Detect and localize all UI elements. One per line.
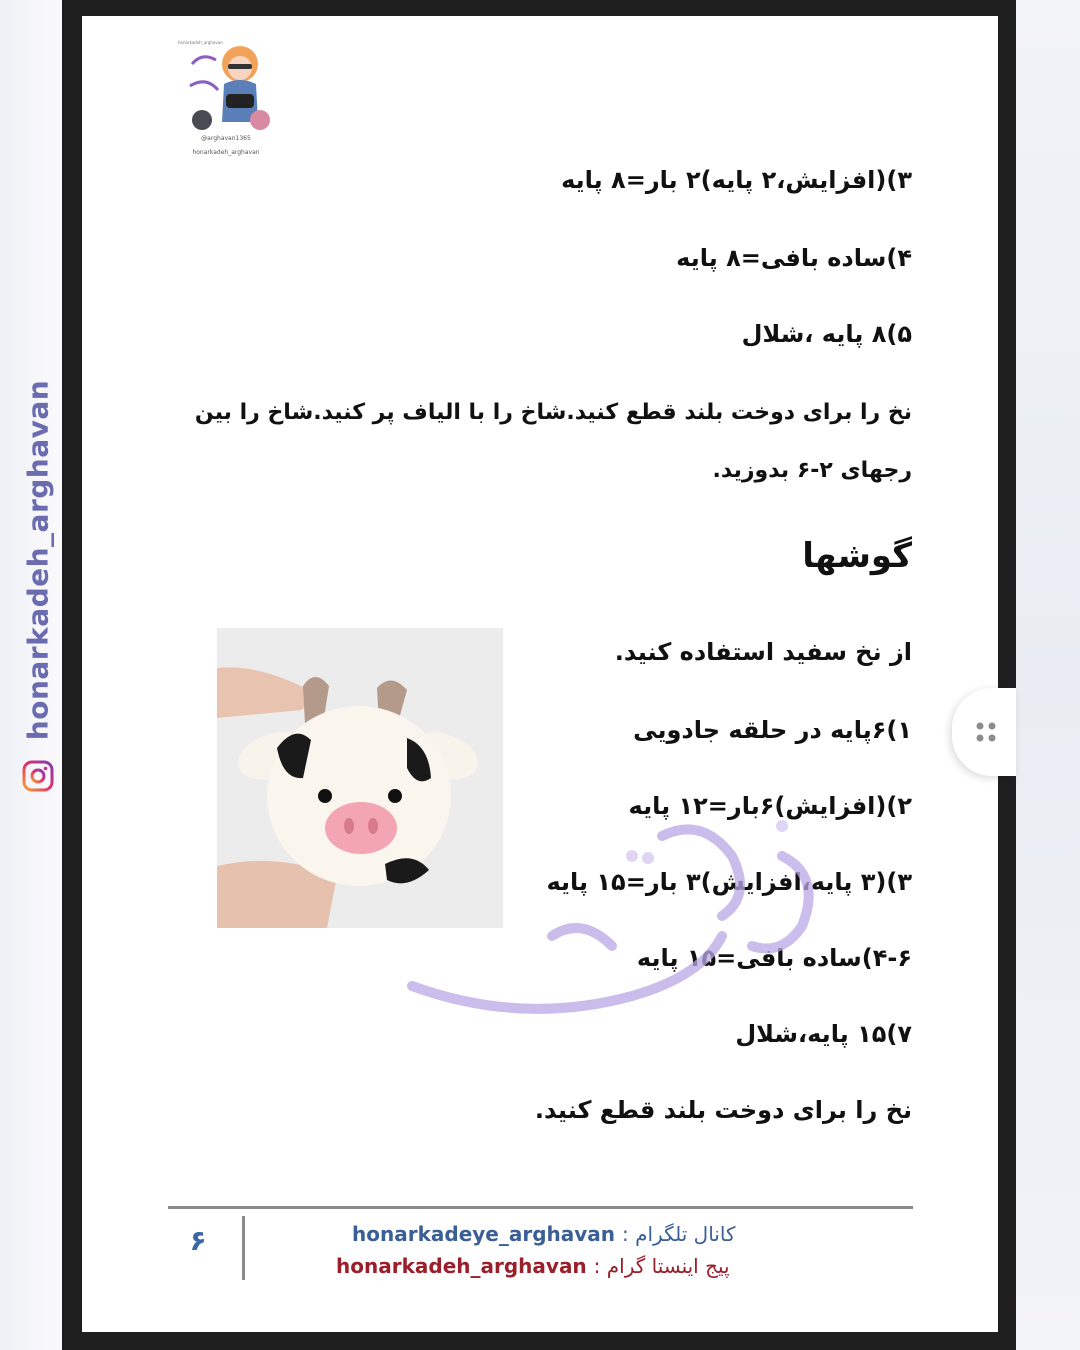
instruction-line: ۱)۶پایه در حلقه جادویی <box>633 716 912 744</box>
telegram-handle[interactable]: honarkadeye_arghavan <box>352 1222 616 1246</box>
document-page <box>82 16 998 1332</box>
footer-divider <box>168 1206 913 1209</box>
section-title: گوشها <box>802 536 912 576</box>
grip-dots-icon <box>974 720 998 744</box>
instagram-label: پیج اینستا گرام : <box>593 1254 730 1278</box>
telegram-line <box>352 1222 735 1246</box>
instruction-line: ۴)ساده بافی=۸ پایه <box>676 244 912 272</box>
instruction-line: ۳)(افزایش،۲ پایه)۲ بار=۸ پایه <box>561 166 912 194</box>
brand-logo <box>172 34 280 160</box>
background-blur <box>1016 0 1080 1350</box>
instagram-handle-text: honarkadeh_arghavan <box>21 379 55 741</box>
logo-handle-mid: @arghavan1365 <box>201 135 251 142</box>
instruction-line: رجهای ۲-۶ بدوزید. <box>712 458 912 483</box>
instruction-line: ۳)(۳ پایه،افزایش)۳ بار=۱۵ پایه <box>546 868 912 896</box>
instagram-icon <box>22 760 54 792</box>
instagram-line <box>336 1254 730 1278</box>
logo-handle-bottom: honarkadeh_arghavan <box>192 149 260 156</box>
instruction-line: ۲)(افزایش)۶بار=۱۲ پایه <box>628 792 912 820</box>
logo-handle-top: honarkadeh_arghavan <box>178 40 223 45</box>
drag-handle-button[interactable] <box>952 688 1016 776</box>
instruction-line: نخ را برای دوخت بلند قطع کنید.شاخ را با الیاف پر کنید.شاخ را بین <box>194 400 912 425</box>
instruction-line: ۴-۶)ساده بافی=۱۵ پایه <box>636 944 912 972</box>
instruction-line: از نخ سفید استفاده کنید. <box>614 638 912 666</box>
telegram-label: کانال تلگرام : <box>622 1222 736 1246</box>
footer-vertical-divider <box>242 1216 245 1280</box>
instagram-handle[interactable]: honarkadeh_arghavan <box>336 1254 587 1278</box>
vertical-instagram-handle <box>0 270 78 860</box>
instruction-line: نخ را برای دوخت بلند قطع کنید. <box>534 1096 912 1124</box>
page-number: ۶ <box>189 1224 207 1257</box>
instruction-line: ۷)۱۵ پایه،شلال <box>735 1020 912 1048</box>
instruction-line: ۵)۸ پایه ،شلال <box>741 320 912 348</box>
cow-amigurumi-photo <box>217 628 503 928</box>
